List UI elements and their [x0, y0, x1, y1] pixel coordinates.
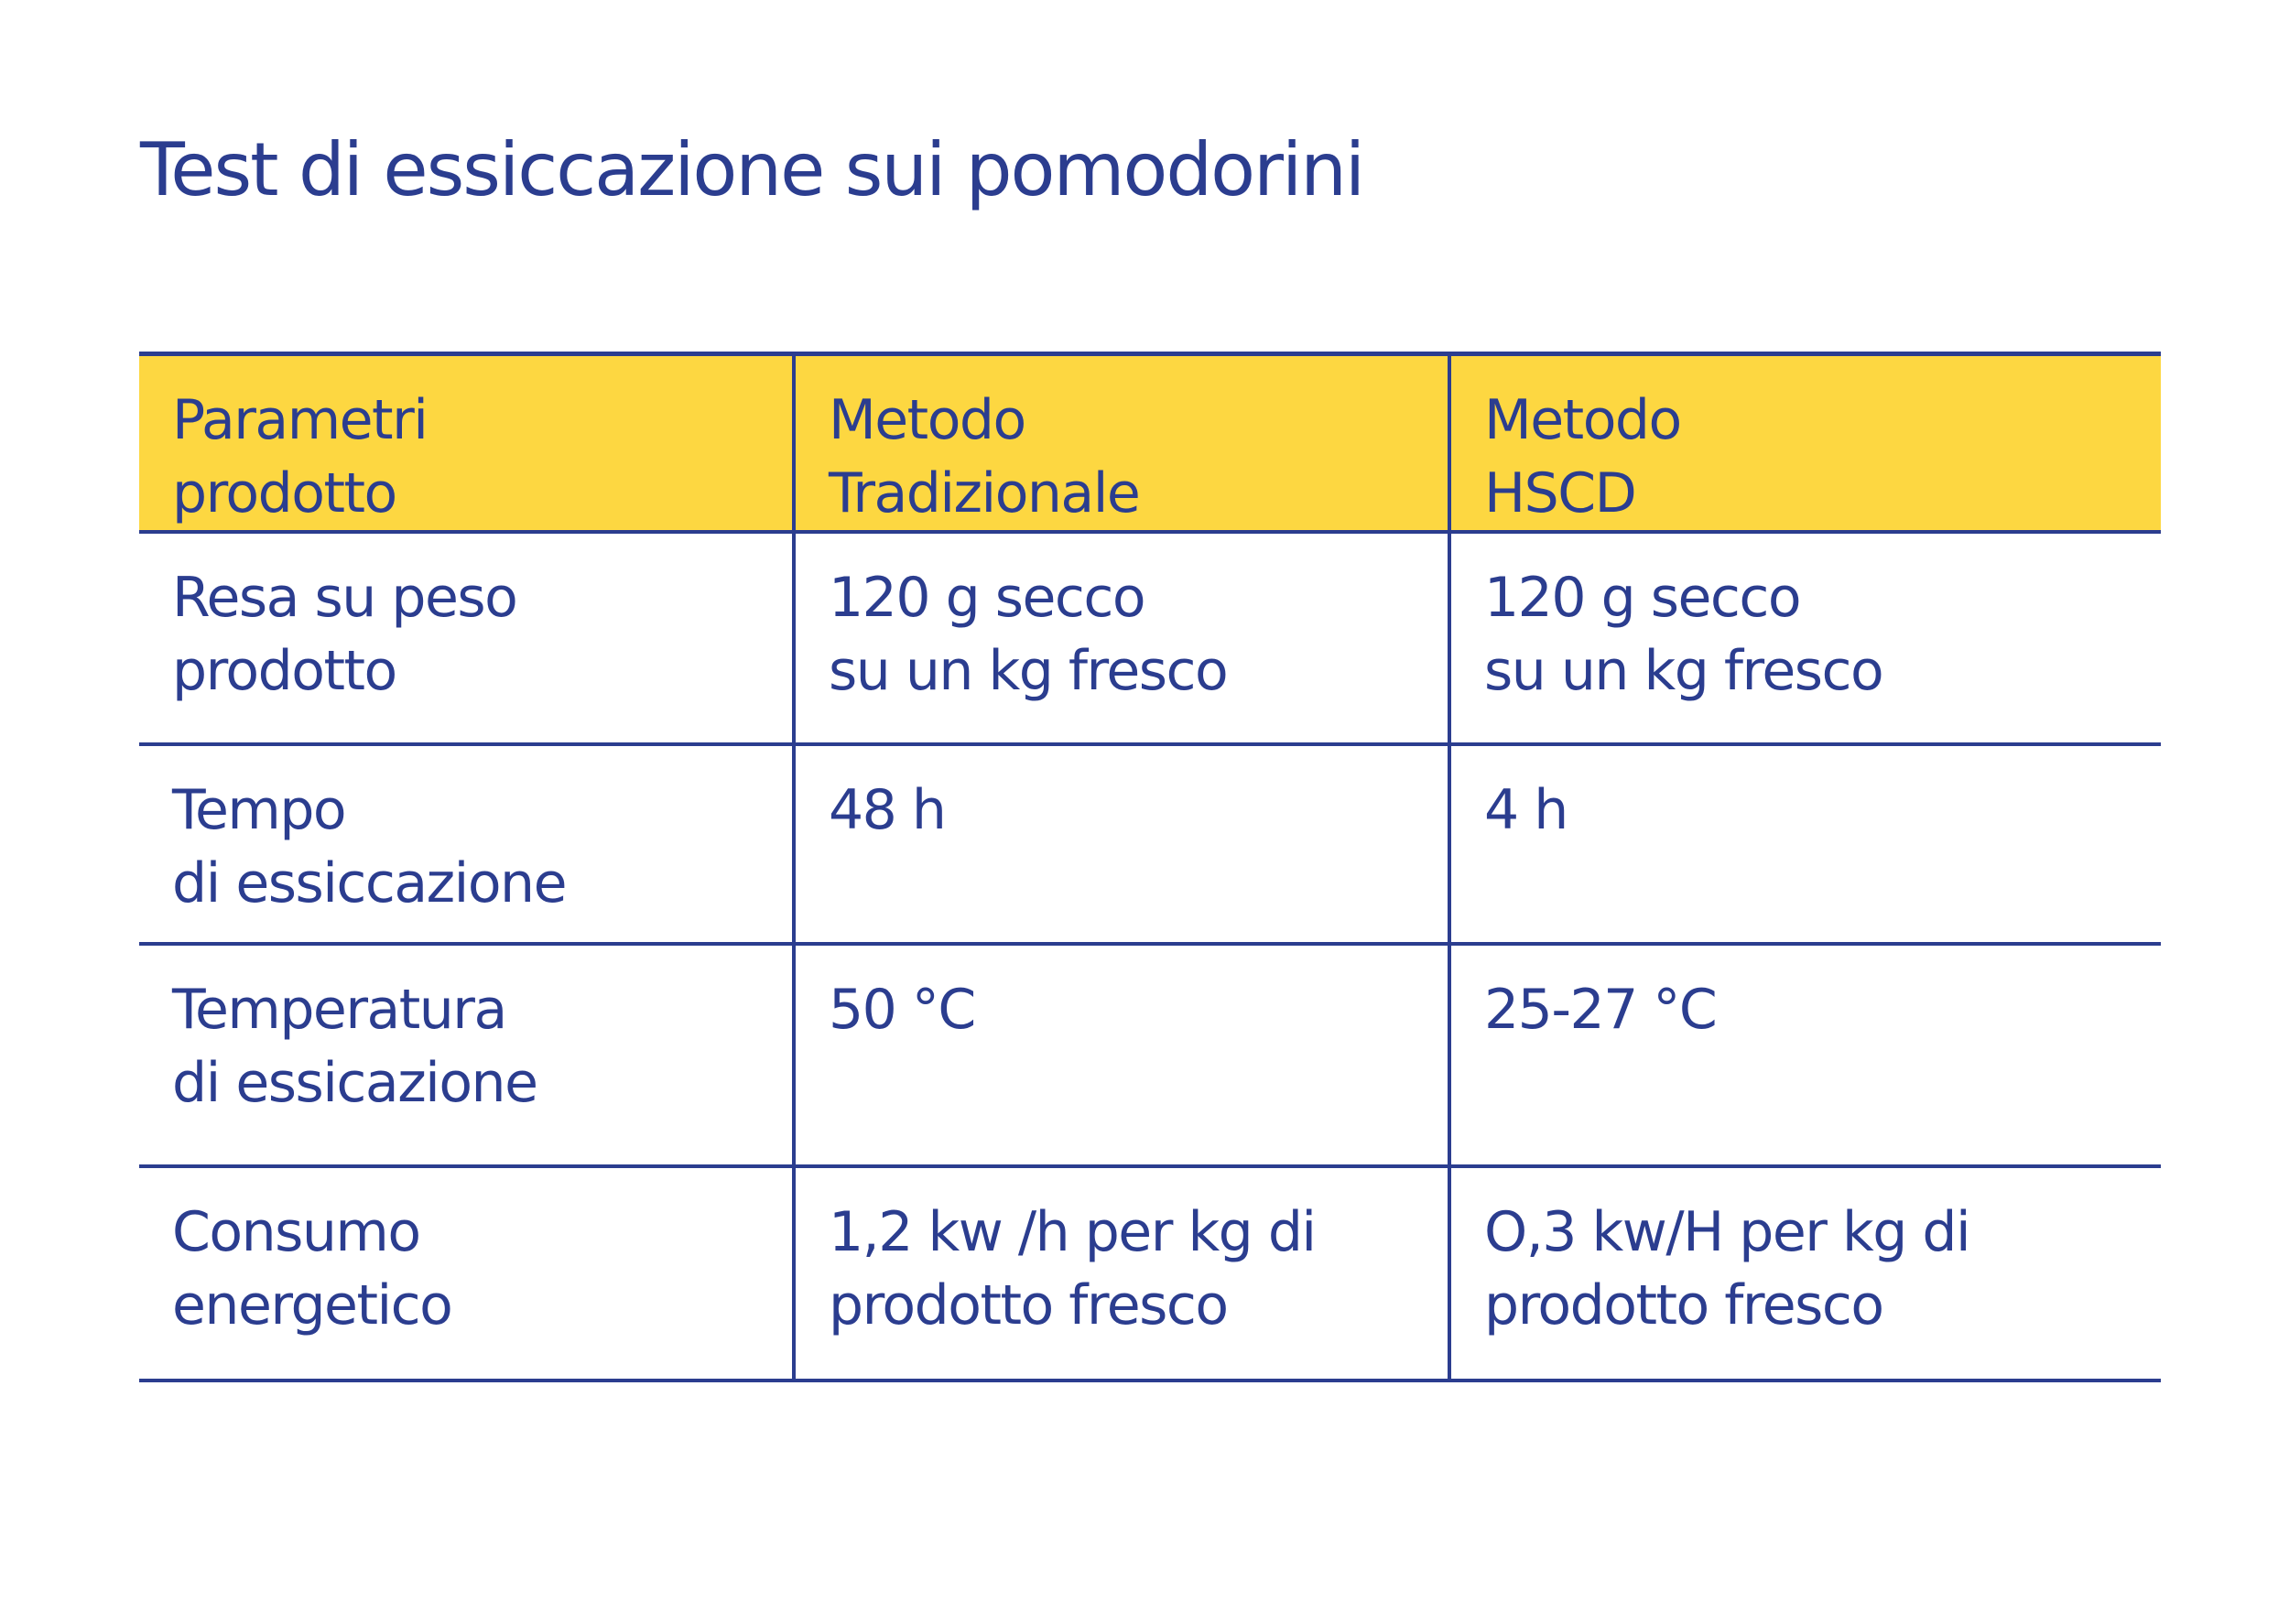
row-label-energy-consumption: Consumo energetico [139, 1166, 794, 1380]
cell-temperature-traditional: 50 °C [794, 944, 1449, 1166]
row-label-drying-time: Tempo di essiccazione [139, 744, 794, 944]
table-header [139, 354, 2161, 533]
row-label-drying-temperature: Temperatura di essicazione [139, 944, 794, 1166]
header-hscd-method: Metodo HSCD [1449, 354, 2161, 533]
cell-yield-traditional: 120 g secco su un kg fresco [794, 532, 1449, 744]
table-row [139, 744, 2161, 944]
header-row [139, 354, 2161, 533]
table-row [139, 944, 2161, 1166]
cell-energy-traditional: 1,2 kw /h per kg di prodotto fresco [794, 1166, 1449, 1380]
header-parameters: Parametri prodotto [139, 354, 794, 533]
cell-energy-hscd: O,3 kw/H per kg di prodotto fresco [1449, 1166, 2161, 1380]
cell-drying-time-traditional: 48 h [794, 744, 1449, 944]
table-body [139, 532, 2161, 1380]
header-traditional-method: Metodo Tradizionale [794, 354, 1449, 533]
comparison-table [139, 352, 2161, 1382]
cell-temperature-hscd: 25-27 °C [1449, 944, 2161, 1166]
page-title: Test di essiccazione sui pomodorini [140, 127, 1364, 212]
row-label-yield: Resa su peso prodotto [139, 532, 794, 744]
table-row [139, 1166, 2161, 1380]
cell-yield-hscd: 120 g secco su un kg fresco [1449, 532, 2161, 744]
table-row [139, 532, 2161, 744]
cell-drying-time-hscd: 4 h [1449, 744, 2161, 944]
